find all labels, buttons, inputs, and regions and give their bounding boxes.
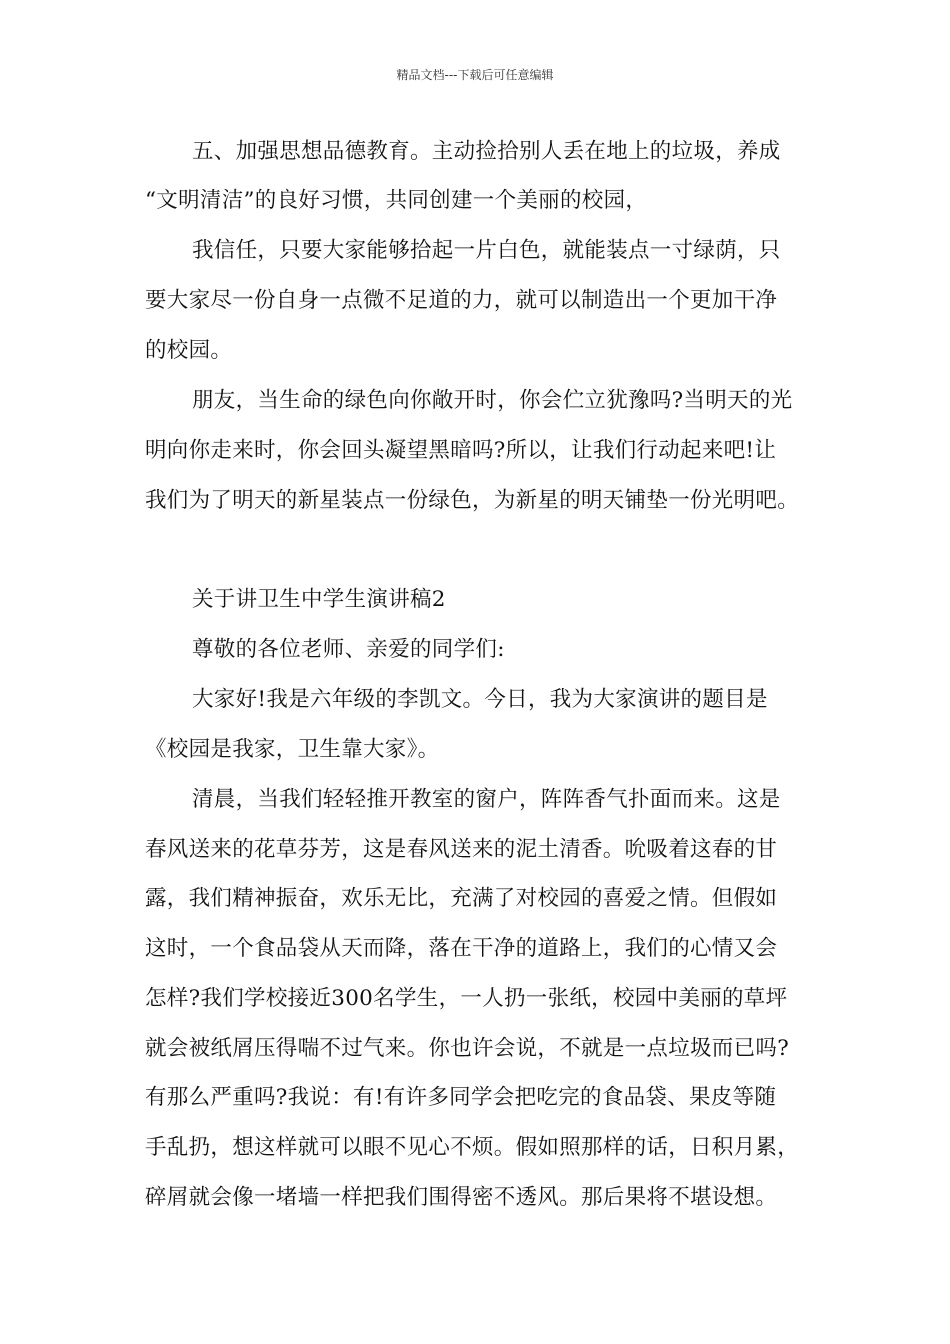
- text-line: 朋友，当生命的绿色向你敞开时，你会伫立犹豫吗?当明天的光: [192, 388, 793, 413]
- section-title: 关于讲卫生中学生演讲稿2: [192, 587, 446, 612]
- text-line: 就会被纸屑压得喘不过气来。你也许会说，不就是一点垃圾而已吗?: [145, 1036, 790, 1061]
- text-line: 大家好!我是六年级的李凯文。今日，我为大家演讲的题目是: [192, 687, 768, 712]
- text-line: 明向你走来时，你会回头凝望黑暗吗?所以，让我们行动起来吧!让: [145, 438, 777, 463]
- text-line: “文明清洁”的良好习惯，共同创建一个美丽的校园，: [145, 188, 648, 213]
- text-line: 五、加强思想品德教育。主动捡拾别人丢在地上的垃圾，养成: [192, 139, 781, 164]
- text-line: 怎样?我们学校接近300名学生，一人扔一张纸，校园中美丽的草坪: [145, 986, 788, 1011]
- text-line: 碎屑就会像一堵墙一样把我们围得密不透风。那后果将不堪设想。: [145, 1185, 778, 1210]
- text-line: 有那么严重吗?我说：有!有许多同学会把吃完的食品袋、果皮等随: [145, 1085, 777, 1110]
- text-line: 的校园。: [145, 338, 233, 363]
- text-line: 清晨，当我们轻轻推开教室的窗户，阵阵香气扑面而来。这是: [192, 787, 781, 812]
- text-line: 露，我们精神振奋，欢乐无比，充满了对校园的喜爱之情。但假如: [145, 886, 778, 911]
- text-line: 春风送来的花草芬芳，这是春风送来的泥土清香。吮吸着这春的甘: [145, 837, 778, 862]
- text-line: 要大家尽一份自身一点微不足道的力，就可以制造出一个更加干净: [145, 288, 778, 313]
- text-line: 我们为了明天的新星装点一份绿色，为新星的明天铺垫一份光明吧。: [145, 488, 800, 513]
- salutation: 尊敬的各位老师、亲爱的同学们:: [192, 637, 505, 662]
- text-line: 手乱扔，想这样就可以眼不见心不烦。假如照那样的话，日积月累，: [145, 1135, 800, 1160]
- text-line: 这时，一个食品袋从天而降，落在干净的道路上，我们的心情又会: [145, 936, 778, 961]
- text-line: 《校园是我家，卫生靠大家》。: [145, 737, 440, 762]
- text-line: 我信任，只要大家能够拾起一片白色，就能装点一寸绿荫，只: [192, 238, 781, 263]
- page-header: 精品文档---下载后可任意编辑: [396, 68, 554, 82]
